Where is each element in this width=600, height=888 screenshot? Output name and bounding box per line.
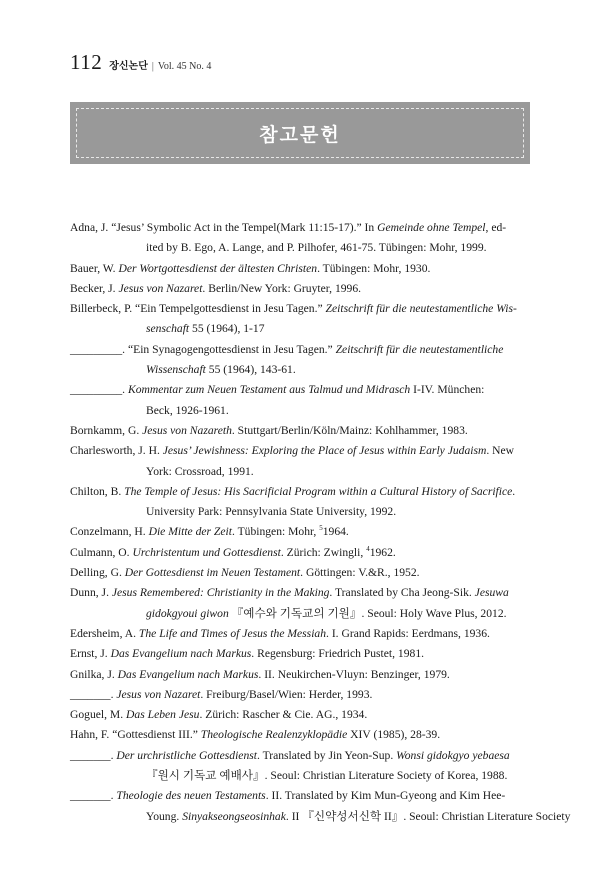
italic-title: The Temple of Jesus: His Sacrificial Program within a Cultural History of Sacrifice (124, 484, 513, 498)
reference-entry (70, 543, 528, 563)
reference-line (70, 685, 528, 705)
italic-title: Der Wortgottesdienst der ältesten Christen (118, 261, 318, 275)
reference-line (70, 665, 528, 685)
reference-text: University Park: Pennsylvania State University, 1992. (146, 505, 397, 519)
italic-title: Gemeinde ohne Tempel (377, 221, 486, 234)
section-title: 참고문헌 (259, 123, 341, 146)
reference-text: Hahn, F. “Gottesdienst III.” (70, 728, 201, 742)
italic-title: Jesus von Nazaret (118, 281, 203, 295)
reference-line (70, 279, 528, 299)
reference-text: . (512, 484, 516, 498)
reference-text: Beck, 1926-1961. (146, 403, 229, 417)
reference-text: Bornkamm, G. (70, 423, 143, 437)
reference-line (108, 766, 528, 786)
banner-dashed-frame (76, 108, 524, 158)
reference-text: Billerbeck, P. “Ein Tempelgottesdienst in Jesu Tagen.” (70, 302, 326, 316)
reference-line (70, 482, 528, 502)
italic-title: Kommentar zum Neuen Testament aus Talmud und Midrasch (127, 383, 411, 397)
reference-text: . Zürich: Rascher & Cie. AG., 1934. (199, 708, 368, 722)
italic-title: Zeitschrift für die neutestamentliche Wis- (325, 302, 517, 316)
reference-entry (70, 685, 528, 705)
reference-entry (70, 705, 528, 725)
reference-entry (70, 299, 528, 340)
italic-title: Jesuwa (474, 586, 509, 600)
reference-entry (70, 380, 528, 421)
reference-text: 55 (1964), 1-17 (189, 322, 265, 336)
reference-text: Culmann, O. (70, 545, 133, 559)
reference-entry (70, 583, 528, 624)
reference-text: _______. (70, 687, 117, 701)
reference-text: Adna, J. “Jesus’ Symbolic Act in the Tempel(Mark 11:15-17).” In (70, 221, 378, 234)
reference-entry (70, 482, 528, 523)
reference-text: York: Crossroad, 1991. (146, 464, 254, 478)
reference-text: Gnilka, J. (70, 667, 118, 681)
reference-line (70, 563, 528, 583)
reference-text: Ernst, J. (70, 647, 111, 661)
reference-text: . Regensburg: Friedrich Pustet, 1981. (251, 647, 425, 661)
reference-entry (70, 421, 528, 441)
italic-title: Das Evangelium nach Markus (117, 667, 259, 681)
reference-text: I-IV. München: (410, 383, 485, 397)
italic-title: Jesus von Nazaret (116, 687, 201, 701)
reference-line (70, 299, 528, 319)
reference-entry (70, 259, 528, 279)
edition-superscript: 4 (366, 544, 370, 553)
reference-text: . Translated by Jin Yeon-Sup. (256, 748, 397, 762)
reference-text: 1962. (369, 545, 396, 559)
volume-issue: Vol. 45 No. 4 (157, 61, 212, 72)
reference-text: 『원시 기독교 예배사』. Seoul: Christian Literature Society of Korea, 1988. (146, 769, 508, 783)
reference-text: 55 (1964), 143-61. (205, 363, 296, 377)
italic-title: Das Leben Jesu (126, 708, 200, 722)
reference-line (70, 705, 528, 725)
reference-text: Young. (146, 809, 183, 823)
reference-text: Delling, G. (70, 566, 125, 580)
italic-title: Wonsi gidokgyo yebaesa (396, 748, 510, 762)
reference-text: Becker, J. (70, 281, 119, 295)
reference-entry (70, 624, 528, 644)
reference-entry (70, 563, 528, 583)
italic-title: Das Evangelium nach Markus (110, 647, 252, 661)
reference-text: Bauer, W. (70, 261, 119, 275)
reference-text: Edersheim, A. (70, 626, 139, 640)
reference-line (108, 319, 528, 339)
reference-text: _________. (70, 383, 128, 397)
reference-entry (70, 644, 528, 664)
reference-text: . Tübingen: Mohr, (231, 525, 320, 539)
italic-title: Jesus’ Jewishness: Exploring the Place of Jesus within Early Judaism (162, 444, 487, 458)
reference-entry (70, 786, 571, 827)
reference-entry (70, 665, 528, 685)
reference-line (70, 583, 528, 603)
italic-title: Wissenschaft (146, 363, 206, 377)
reference-line (70, 218, 528, 238)
reference-entry (70, 746, 528, 787)
reference-text: _______. (70, 748, 117, 762)
running-header (70, 50, 211, 78)
reference-text: . Freiburg/Basel/Wien: Herder, 1993. (200, 687, 373, 701)
reference-text: . Tübingen: Mohr, 1930. (317, 261, 431, 275)
reference-text: . I. Grand Rapids: Eerdmans, 1936. (326, 626, 490, 640)
reference-line (108, 401, 528, 421)
reference-list (70, 218, 571, 827)
reference-line (70, 543, 528, 563)
reference-entry (70, 522, 528, 542)
reference-text: Chilton, B. (70, 484, 125, 498)
reference-text: . II. Translated by Kim Mun-Gyeong and Kim Hee- (265, 789, 506, 803)
reference-text: _______. (70, 789, 117, 803)
reference-text: Charlesworth, J. H. (70, 444, 163, 458)
reference-text: . Translated by Cha Jeong-Sik. (329, 586, 475, 600)
reference-line (70, 340, 528, 360)
reference-text: Dunn, J. (70, 586, 112, 600)
journal-name: 장신논단 (109, 61, 148, 72)
reference-line (70, 644, 528, 664)
reference-entry (70, 218, 528, 259)
reference-text: . Berlin/New York: Gruyter, 1996. (202, 281, 362, 295)
italic-title: Theologie des neuen Testaments (116, 789, 266, 803)
italic-title: Sinyakseongseosinhak (182, 809, 286, 823)
reference-line (108, 238, 528, 258)
italic-title: Jesus Remembered: Christianity in the Making (111, 586, 330, 600)
reference-line (70, 441, 528, 461)
reference-text: 『예수와 기독교의 기원』. Seoul: Holy Wave Plus, 2012. (228, 606, 507, 620)
reference-text: . II. Neukirchen-Vluyn: Benzinger, 1979. (258, 667, 450, 681)
reference-text: _________. “Ein Synagogengottesdienst in Jesu Tagen.” (70, 342, 336, 356)
reference-line (108, 462, 528, 482)
italic-title: Urchristentum und Gottesdienst (132, 545, 281, 559)
reference-text: XIV (1985), 28-39. (347, 728, 441, 742)
italic-title: Der Gottesdienst im Neuen Testament (124, 566, 301, 580)
reference-text: . Stuttgart/Berlin/Köln/Mainz: Kohlhammer, 1983. (231, 423, 468, 437)
reference-text: Conzelmann, H. (70, 525, 149, 539)
reference-text: ited by B. Ego, A. Lange, and P. Pilhofer, 461-75. Tübingen: Mohr, 1999. (146, 241, 487, 255)
edition-superscript: 5 (319, 524, 323, 533)
reference-line (70, 624, 528, 644)
italic-title: Jesus von Nazareth (142, 423, 232, 437)
reference-line (70, 522, 528, 542)
italic-title: senschaft (146, 322, 190, 336)
reference-line (70, 746, 528, 766)
italic-title: gidokgyoui giwon (146, 606, 229, 620)
reference-text: , ed- (485, 221, 507, 234)
reference-line (70, 259, 528, 279)
reference-line (108, 502, 528, 522)
reference-text: . Zürich: Zwingli, (280, 545, 367, 559)
reference-line (108, 604, 528, 624)
reference-line (70, 786, 528, 806)
reference-text: Goguel, M. (70, 708, 127, 722)
reference-text: . II 『신약성서신학 II』. Seoul: Christian Literature Society (285, 809, 571, 823)
reference-line (108, 360, 528, 380)
reference-line (70, 380, 528, 400)
italic-title: Zeitschrift für die neutestamentliche (335, 342, 504, 356)
italic-title: Die Mitte der Zeit (148, 525, 232, 539)
reference-entry (70, 441, 528, 482)
header-separator: | (151, 61, 154, 72)
reference-line (108, 807, 571, 827)
italic-title: Der urchristliche Gottesdienst (116, 748, 257, 762)
reference-text: . Göttingen: V.&R., 1952. (300, 566, 420, 580)
italic-title: Theologische Realenzyklopädie (200, 728, 348, 742)
page-number: 112 (70, 50, 103, 74)
italic-title: The Life and Times of Jesus the Messiah (138, 626, 327, 640)
section-banner (70, 102, 530, 164)
reference-line (70, 725, 528, 745)
reference-entry (70, 279, 528, 299)
reference-entry (70, 725, 528, 745)
reference-text: . New (486, 444, 515, 458)
reference-text: 1964. (322, 525, 349, 539)
reference-line (70, 421, 528, 441)
reference-entry (70, 340, 528, 381)
